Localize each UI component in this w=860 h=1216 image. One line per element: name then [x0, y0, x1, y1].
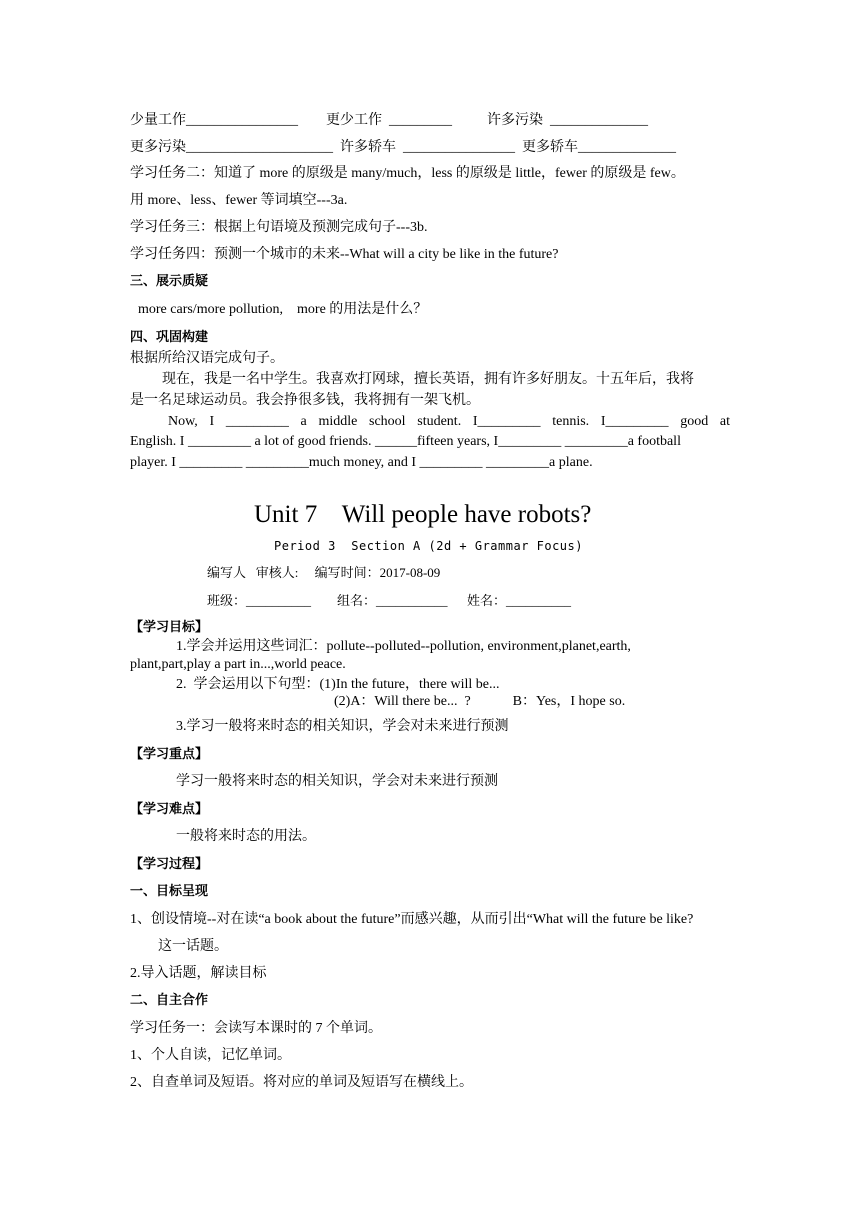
section-1-item-2: 2.导入话题，解读目标 [130, 966, 267, 981]
section-2-heading: 二、自主合作 [130, 993, 209, 1008]
section-1-item-1-line-2: 这一话题。 [158, 939, 228, 954]
process-heading: 【学习过程】 [130, 857, 209, 872]
goal-1-line-2: plant,part,play a part in...,world peace. [130, 657, 346, 672]
goal-2-line-2: (2)A：Will there be... ? B：Yes，I hope so. [334, 694, 626, 709]
section-3-text: more cars/more pollution, more 的用法是什么？ [138, 302, 428, 317]
english-paragraph-line-1: Now, I _________ a middle school student. I_________ tennis. I_________ good at [168, 414, 730, 429]
task-2-line-2: 用 more、less、fewer 等词填空---3a. [130, 193, 348, 208]
section-2-item-1: 1、个人自读，记忆单词。 [130, 1048, 291, 1063]
section-1-heading: 一、目标呈现 [130, 884, 209, 899]
difficulty-text: 一般将来时态的用法。 [176, 829, 316, 844]
goal-1-line-1: 1.学会并运用这些词汇：pollute--polluted--pollution, environment,planet,earth, [176, 639, 631, 654]
section-2-item-2: 2、自查单词及短语。将对应的单词及短语写在横线上。 [130, 1075, 473, 1090]
task-2-line-1: 学习任务二：知道了 more 的原级是 many/much，less 的原级是 little，fewer 的原级是 few。 [130, 166, 685, 181]
goal-3: 3.学习一般将来时态的相关知识，学会对未来进行预测 [176, 719, 509, 734]
authors-line: 编写人 审核人: 编写时间：2017-08-09 [207, 565, 441, 580]
english-paragraph-line-2: English. I _________ a lot of good friends. ______fifteen years, I_________ _________a football [130, 434, 681, 449]
keypoints-heading: 【学习重点】 [130, 747, 209, 762]
student-info-fields: 班级：__________ 组名：___________ 姓名：__________ [207, 593, 572, 608]
task-3: 学习任务三：根据上句语境及预测完成句子---3b. [130, 220, 428, 235]
vocab-line-2: 更多污染_____________________ 许多轿车 ________________ 更多轿车______________ [130, 140, 676, 155]
vocab-line-1: 少量工作________________ 更少工作 _________ 许多污染 ______________ [130, 113, 648, 128]
chinese-paragraph-line-1: 现在，我是一名中学生。我喜欢打网球，擅长英语，拥有许多好朋友。十五年后，我将 [162, 372, 694, 387]
section-3-heading: 三、展示质疑 [130, 274, 209, 289]
unit-title: Unit 7 Will people have robots? [254, 501, 592, 528]
difficulty-heading: 【学习难点】 [130, 802, 209, 817]
goals-heading: 【学习目标】 [130, 620, 209, 635]
section-1-item-1-line-1: 1、创设情境--对在读“a book about the future”而感兴趣，从而引出“What will the future be like? [130, 912, 694, 927]
goal-2-line-1: 2. 学会运用以下句型：(1)In the future，there will be... [176, 677, 500, 692]
period-subtitle: Period 3 Section A (2d + Grammar Focus) [274, 539, 583, 553]
english-paragraph-line-3: player. I _________ _________much money, and I _________ _________a plane. [130, 455, 593, 470]
section-4-heading: 四、巩固构建 [130, 330, 209, 345]
chinese-paragraph-line-2: 是一名足球运动员。我会挣很多钱，我将拥有一架飞机。 [130, 393, 480, 408]
keypoints-text: 学习一般将来时态的相关知识，学会对未来进行预测 [176, 774, 498, 789]
task-4: 学习任务四：预测一个城市的未来--What will a city be like in the future? [130, 247, 559, 262]
section-4-intro: 根据所给汉语完成句子。 [130, 351, 284, 366]
section-2-task-1: 学习任务一：会读写本课时的 7 个单词。 [130, 1021, 382, 1036]
